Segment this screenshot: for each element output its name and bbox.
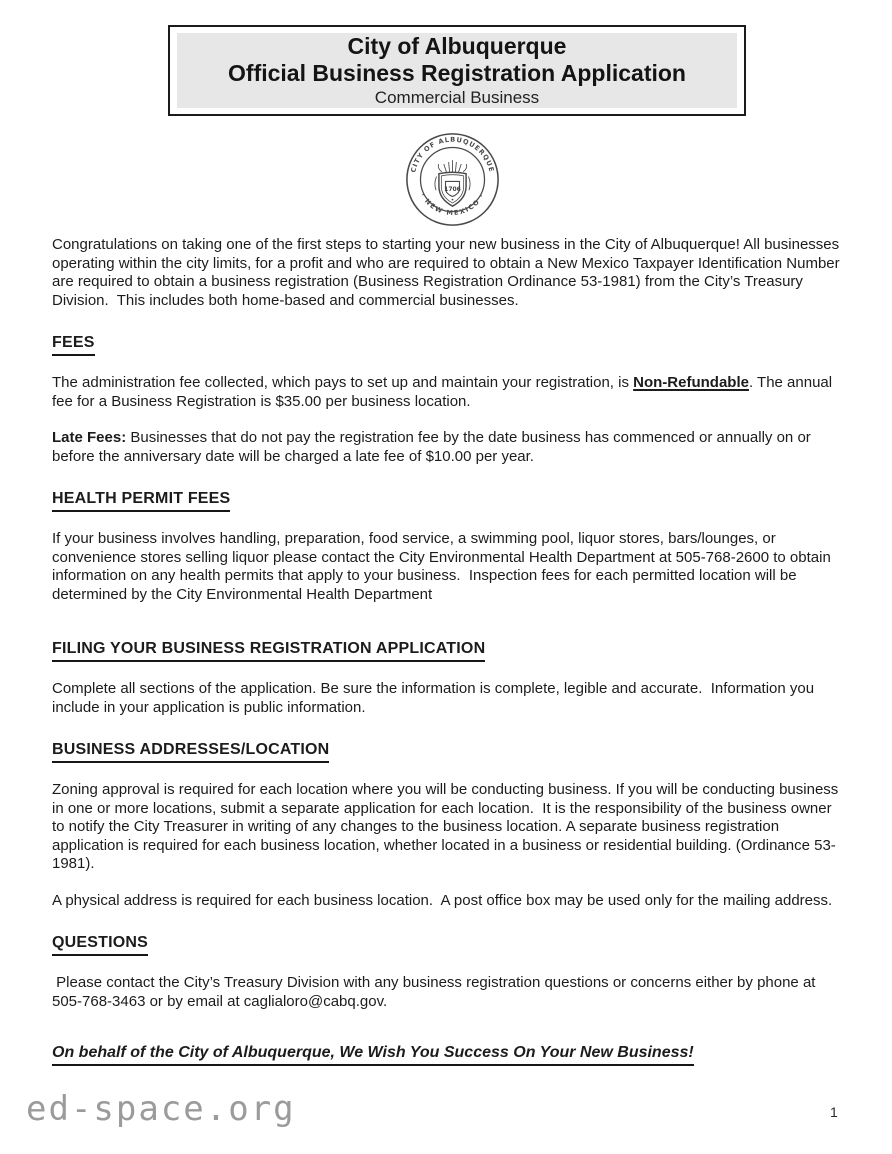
seal-year: 1706 bbox=[444, 185, 461, 193]
non-refundable-emphasis: Non-Refundable bbox=[633, 374, 749, 391]
seal-top-text: CITY OF ALBUQUERQUE bbox=[409, 135, 496, 174]
closing-statement: On behalf of the City of Albuquerque, We Wish You Success On Your New Business! bbox=[52, 1043, 840, 1066]
page-number: 1 bbox=[830, 1104, 838, 1120]
header-box bbox=[168, 25, 746, 116]
fees-heading: FEES bbox=[52, 332, 840, 356]
late-fees-paragraph bbox=[52, 429, 840, 466]
health-permit-fees-heading: HEALTH PERMIT FEES bbox=[52, 488, 840, 512]
fees-text-before: The administration fee collected, which pays to set up and maintain your registration, is bbox=[52, 374, 634, 391]
business-addresses-heading: BUSINESS ADDRESSES/LOCATION bbox=[52, 739, 840, 763]
city-seal bbox=[404, 131, 501, 228]
filing-heading: FILING YOUR BUSINESS REGISTRATION APPLICATION bbox=[52, 638, 840, 662]
seal-bottom-text: · NEW MEXICO · bbox=[418, 191, 487, 218]
questions-heading: QUESTIONS bbox=[52, 932, 840, 956]
late-fees-label: Late Fees: bbox=[52, 429, 127, 446]
late-fees-text: Businesses that do not pay the registration fee by the date business has commenced or annually on or before the anniversary date will be charged a late fee of $10.00 per year. bbox=[52, 429, 815, 465]
header-title-line2: Official Business Registration Application bbox=[228, 60, 686, 86]
intro-paragraph: Congratulations on taking one of the first steps to starting your new business in the City of Albuquerque! All businesses operating within the city limits, for a profit and who are required to obtain a New Mexico Taxpayer Identification Number are required to obtain a business registration (Business Registration Ordinance 53-1981) from the City’s Treasury Division. This includes both home-based and commercial businesses. bbox=[52, 236, 844, 309]
svg-text:· NEW MEXICO · bbox=[419, 192, 487, 217]
header-title-line1: City of Albuquerque bbox=[347, 33, 567, 59]
watermark: ed-space.org bbox=[26, 1089, 296, 1129]
fees-text-after: . The annual fee for a Business Registration is $35.00 per business location. bbox=[52, 374, 837, 410]
header-subtitle: Commercial Business bbox=[374, 88, 540, 107]
fees-paragraph bbox=[52, 374, 840, 411]
business-addresses-paragraph-1: Zoning approval is required for each location where you will be conducting business. If you will be conducting business in one or more locations, submit a separate application for each location. It is the responsibility of the business owner to notify the City Treasurer in writing of any changes to the business location. A separate business registration application is required for each business location, whether located in a business or residential building. (Ordinance 53-1981). bbox=[52, 781, 843, 872]
health-permit-fees-paragraph: If your business involves handling, preparation, food service, a swimming pool, liquor stores, bars/lounges, or convenience stores selling liquor please contact the City Environmental Health Department at 505-768-2600 to obtain information on any health permits that apply to your business. Inspection fees for each permitted location will be determined by the City Environmental Health Department bbox=[52, 530, 835, 603]
header-inner bbox=[177, 33, 737, 108]
document-body bbox=[52, 236, 844, 1066]
filing-paragraph: Complete all sections of the application. Be sure the information is complete, legible and accurate. Information you include in your application is public information. bbox=[52, 680, 819, 716]
questions-paragraph: Please contact the City’s Treasury Division with any business registration questions or concerns either by phone at 505-768-3463 or by email at caglialoro@cabq.gov. bbox=[52, 974, 820, 1010]
business-addresses-paragraph-2: A physical address is required for each business location. A post office box may be used only for the mailing address. bbox=[52, 891, 833, 909]
